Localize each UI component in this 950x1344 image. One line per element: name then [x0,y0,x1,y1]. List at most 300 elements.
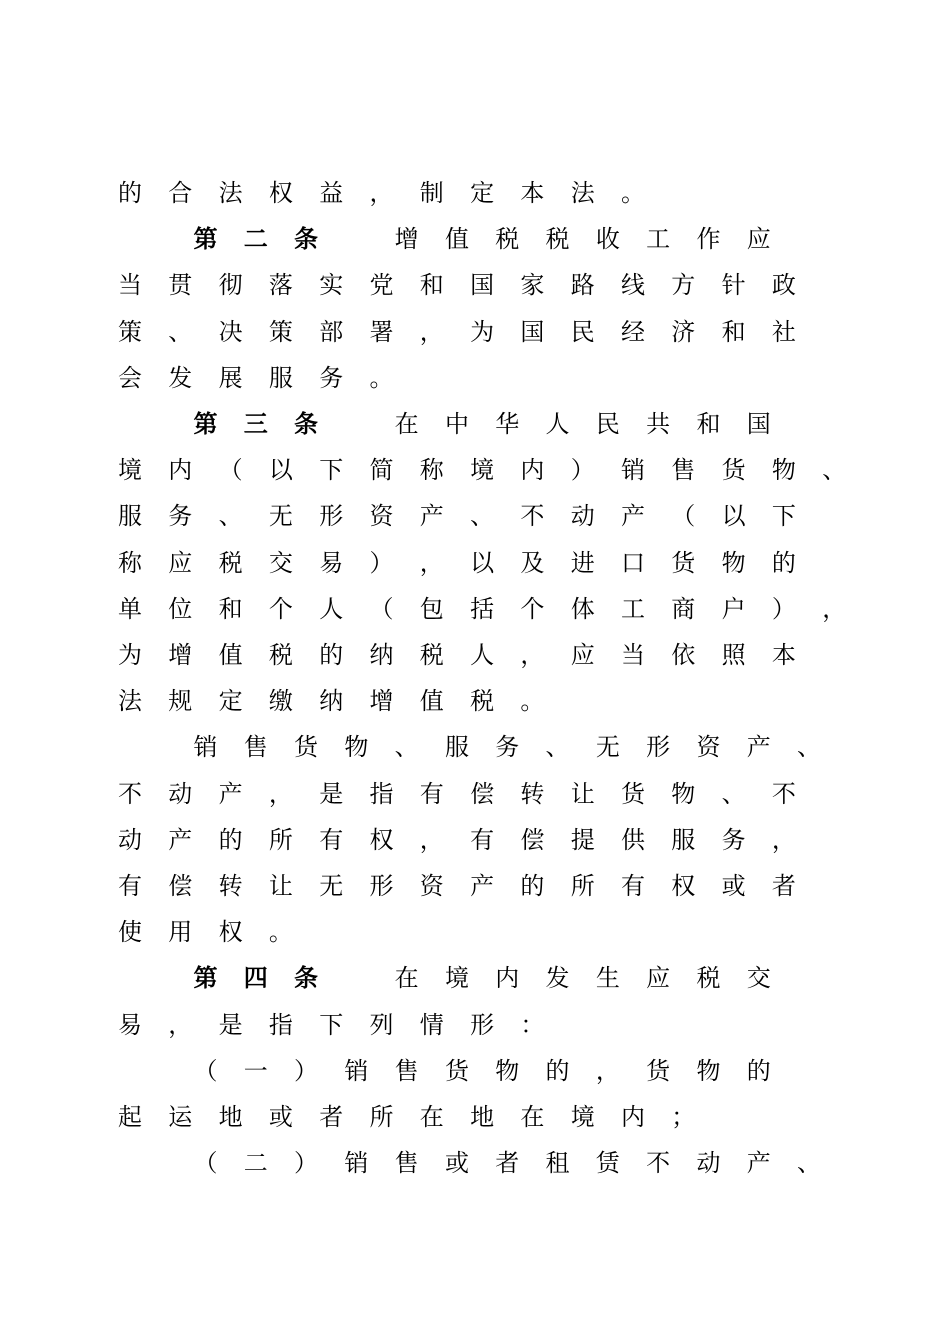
text-char: 或 [444,1149,469,1178]
text-char: 人 [470,641,495,669]
text-segment [0,678,1,679]
text-char: 四 [243,964,268,993]
text-char: 列 [369,1010,394,1039]
text-char: 及 [520,548,545,577]
text-char: 社 [771,317,796,346]
text-char: ， [268,779,293,808]
text-char: 不 [771,779,796,808]
text-char: 依 [671,641,696,669]
text-char: 起 [118,1103,142,1131]
text-char: （ [671,502,696,531]
text-char: 销 [344,1149,369,1178]
text-char: 体 [570,594,595,623]
text-char: 有 [319,825,344,854]
text-char: 缴 [268,687,293,716]
text-char: 货 [444,1056,469,1085]
text-char: 有 [419,779,444,808]
text-segment [0,401,1,402]
text-char: 物 [771,456,796,485]
text-char: 务 [721,825,746,854]
text-line [0,1048,950,1094]
text-char: ， [419,317,444,346]
text-char: 产 [168,825,193,854]
text-line [0,955,950,1001]
text-char: ， [369,179,394,207]
text-char: 部 [319,317,344,346]
text-char: 值 [218,641,243,669]
text-segment [0,447,1,448]
text-char: 单 [118,594,142,623]
text-char: 内 [495,964,520,993]
text-char: ， [520,641,545,669]
text-char: 权 [268,179,293,207]
text-char: 国 [746,410,771,438]
text-char: 收 [595,225,620,254]
text-char: 三 [243,410,268,438]
text-char: 货 [646,1056,671,1085]
text-char: 人 [545,410,570,438]
text-char: 售 [394,1056,419,1085]
text-char: 当 [621,641,645,669]
text-char: 的 [545,1056,570,1085]
text-segment [0,493,1,494]
text-char: 税 [218,548,243,577]
text-line [0,817,950,863]
text-char: 货 [671,548,696,577]
text-char: 、 [545,733,570,762]
text-char: 形 [369,872,394,900]
text-char: ， [595,1056,620,1085]
text-char: 情 [419,1010,444,1039]
text-char: 第 [193,410,218,438]
text-char: 形 [646,733,671,762]
text-char: 物 [671,779,696,808]
text-char: 实 [319,271,344,300]
text-char: 称 [419,456,444,485]
text-char: 简 [369,456,394,485]
text-char: 服 [671,825,696,854]
text-char: ） [294,1149,319,1178]
text-char: 和 [721,317,746,346]
text-char: 权 [218,918,243,947]
text-char: （ [369,594,394,623]
text-char: 生 [595,964,620,993]
text-char: 交 [746,964,771,993]
text-char: 地 [470,1103,495,1131]
text-segment [0,817,1,818]
text-char: 境 [444,964,469,993]
text-char: 的 [520,872,545,900]
text-char: 工 [621,594,645,623]
text-char: 本 [520,179,545,207]
text-segment [0,632,1,633]
text-char: 销 [193,733,218,762]
text-char: 、 [168,317,193,346]
text-char: 合 [168,179,193,207]
text-char: 权 [369,825,394,854]
text-char: 作 [696,225,721,254]
text-char: 以 [268,456,293,485]
text-char: 、 [797,1149,822,1178]
text-segment [0,216,1,217]
text-char: 、 [797,733,822,762]
text-char: 税 [470,687,495,716]
text-line [0,771,950,817]
text-line [0,401,950,447]
text-char: 在 [394,410,419,438]
text-char: 为 [470,317,495,346]
text-char: 。 [621,179,645,207]
text-char: 下 [319,1010,344,1039]
text-char: 让 [570,779,595,808]
text-char: 规 [168,687,193,716]
text-char: 权 [671,872,696,900]
text-char: 务 [319,363,344,392]
text-line [0,493,950,539]
text-char: 针 [721,271,746,300]
text-char: 无 [268,502,293,531]
text-char: 括 [470,594,495,623]
text-char: 税 [696,964,721,993]
text-char: 偿 [168,872,193,900]
text-char: 不 [646,1149,671,1178]
text-char: 易 [319,548,344,577]
text-char: 售 [671,456,696,485]
text-segment [0,955,1,956]
text-char: 经 [621,317,645,346]
text-char: 应 [746,225,771,254]
text-char: 动 [168,779,193,808]
text-segment [0,540,1,541]
text-char: 下 [771,502,796,531]
text-char: 国 [470,271,495,300]
text-char: 是 [218,1010,243,1039]
text-char: 增 [394,225,419,254]
text-char: 境 [470,456,495,485]
text-char: 包 [419,594,444,623]
text-char: 位 [168,594,193,623]
text-char: 有 [470,825,495,854]
text-char: 家 [520,271,545,300]
text-segment [0,771,1,772]
text-char: 者 [495,1149,520,1178]
text-char: 货 [721,456,746,485]
text-char: 资 [419,872,444,900]
text-segment [0,586,1,587]
text-char: 指 [268,1010,293,1039]
text-char: 不 [520,502,545,531]
text-char: 不 [118,779,142,808]
text-char: 决 [218,317,243,346]
text-char: 在 [394,964,419,993]
text-char: 货 [294,733,319,762]
text-char: 为 [118,641,142,669]
text-char: 应 [570,641,595,669]
text-char: 税 [545,225,570,254]
text-line [0,262,950,308]
text-segment [0,1140,1,1141]
text-char: 在 [520,1103,545,1131]
text-char: 指 [369,779,394,808]
text-char: 条 [294,225,319,254]
text-segment [0,1002,1,1003]
text-char: 产 [419,502,444,531]
text-char: 。 [369,363,394,392]
text-segment [0,909,1,910]
text-segment [0,309,1,310]
text-char: 以 [721,502,746,531]
text-segment [0,863,1,864]
text-char: 供 [621,825,645,854]
text-char: 或 [268,1103,293,1131]
text-char: 地 [218,1103,243,1131]
text-line [0,170,950,216]
text-char: 产 [218,779,243,808]
text-line [0,355,950,401]
text-char: （ [193,1149,218,1178]
text-char: 国 [520,317,545,346]
text-char: 党 [369,271,394,300]
text-char: 交 [268,548,293,577]
text-char: 落 [268,271,293,300]
text-line [0,586,950,632]
text-char: 、 [822,456,847,485]
text-char: 售 [243,733,268,762]
text-char: 动 [570,502,595,531]
text-char: （ [218,456,243,485]
text-char: 华 [495,410,520,438]
text-char: 内 [168,456,193,485]
text-char: 偿 [470,779,495,808]
text-char: 或 [721,872,746,900]
text-char: 、 [721,779,746,808]
text-char: 以 [470,548,495,577]
text-char: 应 [168,548,193,577]
text-char: 使 [118,918,142,947]
text-char: 应 [646,964,671,993]
text-char: 发 [545,964,570,993]
text-char: 服 [444,733,469,762]
text-char: ， [419,825,444,854]
text-char: （ [193,1056,218,1085]
text-line [0,309,950,355]
text-char: 的 [771,548,796,577]
text-segment [0,1094,1,1095]
text-char: 值 [444,225,469,254]
text-char: 产 [621,502,645,531]
text-char: 贯 [168,271,193,300]
text-char: 济 [671,317,696,346]
text-char: 条 [294,964,319,993]
text-char: 增 [168,641,193,669]
text-char: 策 [118,317,142,346]
text-char: 、 [394,733,419,762]
text-char: 称 [118,548,142,577]
text-char: 中 [444,410,469,438]
text-segment [0,355,1,356]
text-char: 第 [193,225,218,254]
text-char: 税 [419,641,444,669]
text-char: 内 [621,1103,645,1131]
text-char: 的 [746,1056,771,1085]
text-char: 的 [218,825,243,854]
text-char: 和 [696,410,721,438]
text-char: ， [419,548,444,577]
text-char: 销 [344,1056,369,1085]
text-char: 一 [243,1056,268,1085]
text-char: 民 [595,410,620,438]
text-char: 有 [621,872,645,900]
text-char: 服 [268,363,293,392]
text-char: 资 [696,733,721,762]
text-char: 境 [118,456,142,485]
text-char: ） [570,456,595,485]
text-char: ） [294,1056,319,1085]
text-char: 民 [570,317,595,346]
text-segment [0,262,1,263]
text-line [0,863,950,909]
text-char: 制 [419,179,444,207]
text-char: 署 [369,317,394,346]
text-char: 动 [118,825,142,854]
text-char: 销 [621,456,645,485]
text-char: 。 [520,687,545,716]
text-char: ： [520,1010,545,1039]
text-char: 方 [671,271,696,300]
text-char: 资 [369,502,394,531]
text-char: 定 [218,687,243,716]
text-line [0,632,950,678]
text-char: 发 [168,363,193,392]
text-segment [0,170,1,171]
text-char: 所 [570,872,595,900]
text-char: 和 [218,594,243,623]
text-char: 物 [721,548,746,577]
text-char: ； [671,1103,696,1131]
text-char: 转 [218,872,243,900]
text-char: 二 [243,1149,268,1178]
text-char: 个 [520,594,545,623]
text-char: 在 [419,1103,444,1131]
text-char: 的 [319,641,344,669]
text-char: 本 [771,641,796,669]
text-char: 赁 [595,1149,620,1178]
text-char: 有 [118,872,142,900]
text-char: 照 [721,641,746,669]
text-char: 无 [319,872,344,900]
text-char: 用 [168,918,193,947]
text-line [0,909,950,955]
text-char: 物 [696,1056,721,1085]
text-segment [0,724,1,725]
text-char: 税 [495,225,520,254]
text-char: 条 [294,410,319,438]
text-char: 服 [118,502,142,531]
text-char: 运 [168,1103,193,1131]
text-char: 境 [570,1103,595,1131]
text-char: ， [168,1010,193,1039]
text-char: 和 [419,271,444,300]
text-char: 产 [746,1149,771,1178]
text-line [0,447,950,493]
text-char: 形 [319,502,344,531]
text-char: 提 [570,825,595,854]
text-char: 产 [746,733,771,762]
text-char: 转 [520,779,545,808]
text-char: 纳 [319,687,344,716]
text-char: 益 [319,179,344,207]
text-char: 形 [470,1010,495,1039]
text-char: 无 [595,733,620,762]
text-char: 务 [168,502,193,531]
text-char: 人 [319,594,344,623]
text-char: 二 [243,225,268,254]
text-char: 租 [545,1149,570,1178]
text-char: 、 [470,502,495,531]
text-line [0,540,950,586]
text-char: 产 [470,872,495,900]
text-char: 、 [218,502,243,531]
text-char: 当 [118,271,142,300]
text-char: 政 [771,271,796,300]
text-char: 线 [621,271,645,300]
text-line [0,724,950,770]
text-line [0,1140,950,1186]
text-char: ） [771,594,796,623]
text-char: 者 [771,872,796,900]
text-char: 货 [621,779,645,808]
text-char: 所 [369,1103,394,1131]
text-char: 增 [369,687,394,716]
text-char: 内 [520,456,545,485]
text-char: 法 [570,179,595,207]
text-char: 法 [218,179,243,207]
text-char: 务 [495,733,520,762]
text-char: 偿 [520,825,545,854]
text-char: 物 [495,1056,520,1085]
text-line [0,1094,950,1140]
text-char: ， [771,825,796,854]
text-line [0,216,950,262]
text-char: 让 [268,872,293,900]
text-char: ） [369,548,394,577]
text-char: 进 [570,548,595,577]
text-char: 定 [470,179,495,207]
text-char: 是 [319,779,344,808]
text-char: 共 [646,410,671,438]
text-char: 的 [118,179,142,207]
text-line [0,1002,950,1048]
text-char: 彻 [218,271,243,300]
text-char: 法 [118,687,142,716]
text-char: 会 [118,363,142,392]
text-char: ， [822,594,847,623]
text-char: 纳 [369,641,394,669]
text-char: 路 [570,271,595,300]
text-char: 下 [319,456,344,485]
text-line [0,678,950,724]
text-char: 。 [268,918,293,947]
text-char: 所 [268,825,293,854]
text-segment [0,1048,1,1049]
text-char: 值 [419,687,444,716]
text-char: 易 [118,1010,142,1039]
text-char: 口 [621,548,645,577]
text-char: 物 [344,733,369,762]
text-char: 税 [268,641,293,669]
text-char: 第 [193,964,218,993]
text-char: 策 [268,317,293,346]
